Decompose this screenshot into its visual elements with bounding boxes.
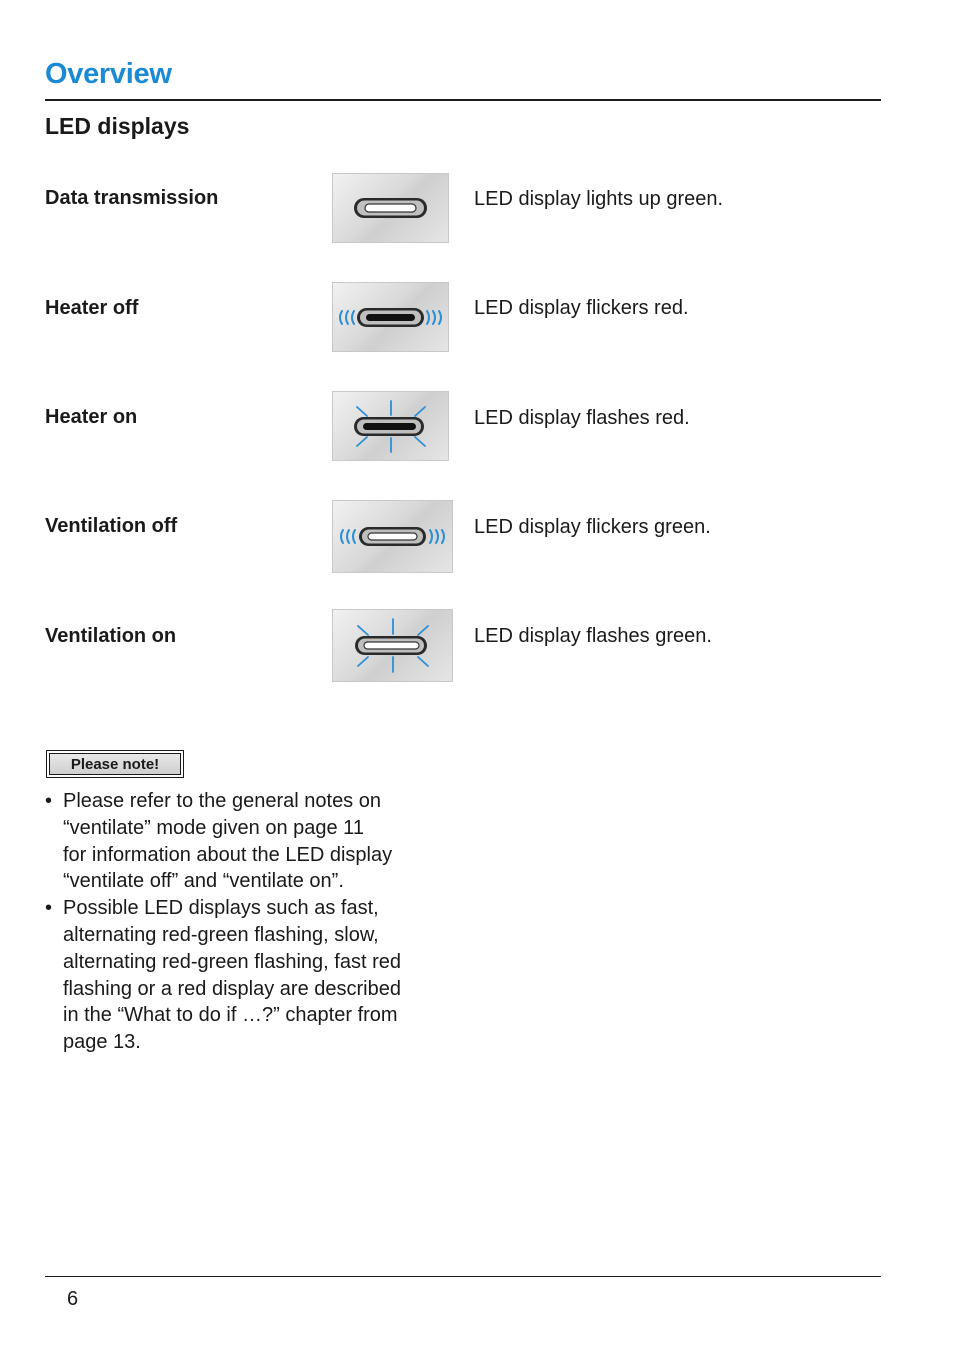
bullet: •	[45, 897, 53, 920]
subheading: LED displays	[45, 113, 190, 139]
note-line: alternating red-green flashing, slow,	[63, 923, 379, 946]
row-label-heater-on: Heater on	[45, 406, 138, 428]
note-line: Please refer to the general notes on	[63, 790, 381, 812]
note-line: page 13.	[63, 1031, 141, 1054]
please-note-badge	[46, 750, 184, 778]
row-label-ventilation-on: Ventilation on	[45, 625, 177, 647]
footer-rule	[45, 1276, 881, 1277]
section-title: Overview	[45, 58, 172, 90]
row-label-ventilation-off: Ventilation off	[45, 515, 178, 537]
note-line: “ventilate off” and “ventilate on”.	[63, 870, 344, 893]
led-flash-icon	[332, 609, 453, 682]
row-description-data-transmission: LED display lights up green.	[474, 188, 724, 210]
note-line: “ventilate” mode given on page 11	[63, 816, 364, 839]
row-description-ventilation-on: LED display flashes green.	[474, 625, 712, 647]
row-description-heater-on: LED display flashes red.	[474, 407, 690, 429]
note-line: for information about the LED display	[63, 843, 393, 866]
note-line: flashing or a red display are described	[63, 977, 401, 1000]
note-line: in the “What to do if …?” chapter from	[63, 1004, 398, 1027]
row-label-heater-off: Heater off	[45, 297, 139, 319]
note-line: Possible LED displays such as fast,	[63, 897, 379, 920]
row-description-ventilation-off: LED display flickers green.	[474, 516, 711, 538]
led-flicker-icon	[332, 282, 449, 352]
please-note-label: Please note!	[49, 753, 181, 775]
list-item	[45, 788, 445, 895]
page-number: 6	[67, 1288, 79, 1310]
note-list	[45, 788, 445, 1056]
row-label-data-transmission: Data transmission	[45, 187, 219, 209]
note-line: alternating red-green flashing, fast red	[63, 950, 401, 973]
led-flicker-icon	[332, 500, 453, 573]
led-steady-icon	[332, 173, 449, 243]
led-flash-icon	[332, 391, 449, 461]
list-item	[45, 895, 445, 1056]
title-rule	[45, 99, 881, 101]
bullet: •	[45, 790, 53, 812]
row-description-heater-off: LED display flickers red.	[474, 297, 689, 319]
